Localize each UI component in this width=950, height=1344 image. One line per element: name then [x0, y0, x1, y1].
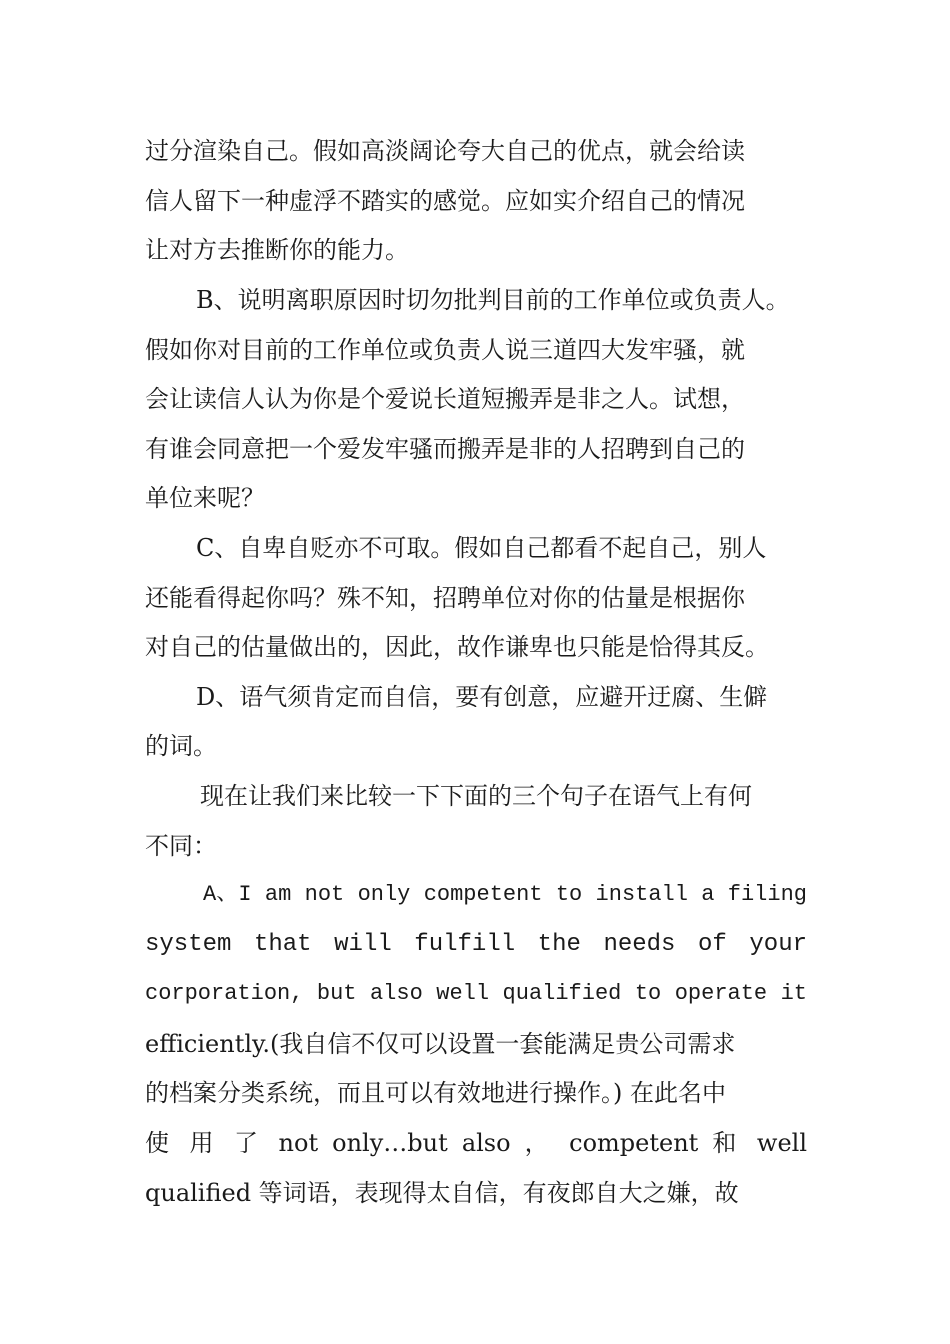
text-line-22: qualified 等词语，表现得太自信，有夜郎自大之嫌，故	[145, 1179, 739, 1207]
text-line-21: 使 用 了 not only…but also ， competent 和 well	[145, 1129, 807, 1157]
text-line-7: 有谁会同意把一个爱发牢骚而搬弄是非的人招聘到自己的	[145, 435, 745, 463]
text-line-16: A、I am not only competent to install a filing	[203, 882, 807, 907]
text-line-6: 会让读信人认为你是个爱说长道短搬弄是非之人。试想，	[145, 385, 745, 413]
text-line-14: 现在让我们来比较一下下面的三个句子在语气上有何	[200, 782, 752, 810]
text-line-4: B、说明离职原因时切勿批判目前的工作单位或负责人。	[196, 286, 790, 314]
text-line-1: 过分渲染自己。假如高淡阔论夸大自己的优点，就会给读	[145, 137, 745, 165]
text-line-17: system that will fulfill the needs of your	[145, 931, 807, 958]
text-line-13: 的词。	[145, 732, 217, 760]
text-line-8: 单位来呢？	[145, 484, 265, 512]
text-line-2: 信人留下一种虚浮不踏实的感觉。应如实介绍自己的情况	[145, 187, 745, 215]
text-line-18: corporation, but also well qualified to operate it	[145, 981, 807, 1006]
text-line-19: efficiently.(我自信不仅可以设置一套能满足贵公司需求	[145, 1030, 736, 1058]
text-line-3: 让对方去推断你的能力。	[145, 236, 409, 264]
text-line-9: C、自卑自贬亦不可取。假如自己都看不起自己，别人	[196, 534, 767, 562]
text-line-10: 还能看得起你吗？殊不知，招聘单位对你的估量是根据你	[145, 584, 745, 612]
text-line-12: D、语气须肯定而自信，要有创意，应避开迂腐、生僻	[196, 683, 768, 711]
text-line-15: 不同：	[145, 832, 217, 860]
text-line-5: 假如你对目前的工作单位或负责人说三道四大发牢骚，就	[145, 336, 745, 364]
text-line-11: 对自己的估量做出的，因此，故作谦卑也只能是恰得其反。	[145, 633, 769, 661]
text-line-20: 的档案分类系统，而且可以有效地进行操作。) 在此名中	[145, 1079, 726, 1107]
